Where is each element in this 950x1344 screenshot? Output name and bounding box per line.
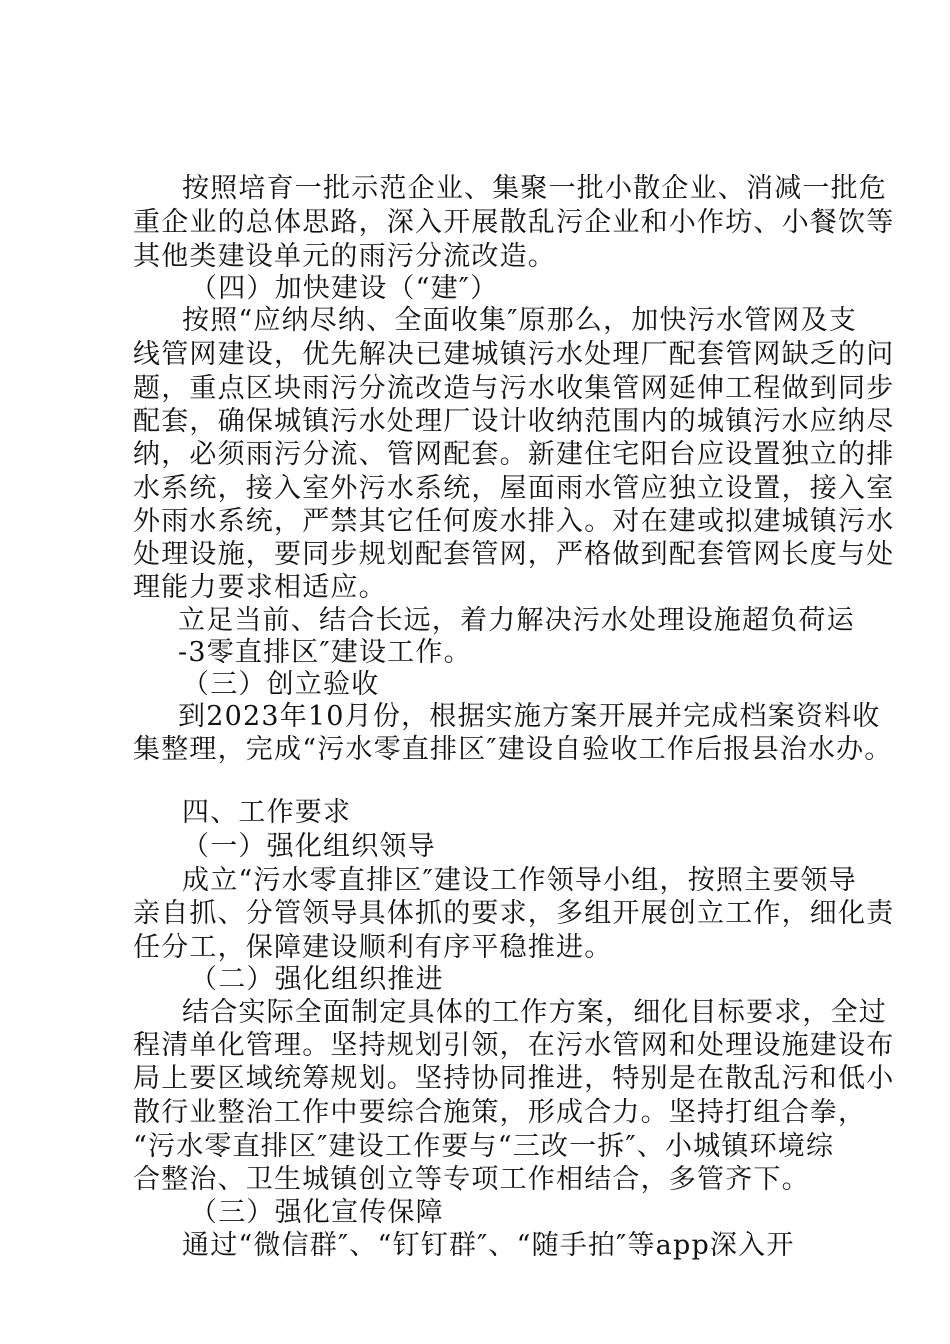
paragraph-line: 配套，确保城镇污水处理厂设计收纳范围内的城镇污水应纳尽 [133, 406, 895, 437]
paragraph-line: 立足当前、结合长远，着力解决污水处理设施超负荷运 [178, 605, 855, 636]
paragraph-line: 纳，必须雨污分流、管网配套。新建住宅阳台应设置独立的排 [133, 439, 895, 470]
paragraph-line: “污水零直排区″建设工作要与“三改一拆″、小城镇环境综 [133, 1131, 835, 1162]
paragraph-line: -3零直排区″建设工作。 [178, 637, 472, 668]
paragraph-line: 外雨水系统，严禁其它任何废水排入。对在建或拟建城镇污水 [133, 506, 895, 537]
paragraph-line: 重企业的总体思路，深入开展散乱污企业和小作坊、小餐饮等 [133, 207, 895, 238]
paragraph-line: 成立“污水零直排区″建设工作领导小组，按照主要领导 [182, 865, 857, 896]
paragraph-line: 处理设施，要同步规划配套管网，严格做到配套管网长度与处 [133, 539, 895, 570]
paragraph-line: 合整治、卫生城镇创立等专项工作相结合，多管齐下。 [133, 1164, 810, 1195]
paragraph-line: 散行业整治工作中要综合施策，形成合力。坚持打组合拳， [133, 1097, 867, 1128]
paragraph-line: 水系统，接入室外污水系统，屋面雨水管应独立设置，接入室 [133, 473, 895, 504]
paragraph-line: 理能力要求相适应。 [133, 572, 387, 603]
paragraph-line: 到2023年10月份，根据实施方案开展并完成档案资料收 [178, 701, 881, 732]
section-heading: （三）创立验收 [182, 669, 380, 700]
paragraph-line: 按照“应纳尽纳、全面收集″原那么，加快污水管网及支 [182, 305, 857, 336]
section-heading: （一）强化组织领导 [182, 831, 436, 862]
paragraph-line: 通过“微信群″、“钉钉群″、“随手拍″等app深入开 [182, 1230, 795, 1261]
paragraph-line: 结合实际全面制定具体的工作方案，细化目标要求，全过 [182, 997, 887, 1028]
paragraph-line: 亲自抓、分管领导具体抓的要求，多组开展创立工作，细化责 [133, 898, 895, 929]
paragraph-line: 线管网建设，优先解决已建城镇污水处理厂配套管网缺乏的问 [133, 339, 895, 370]
paragraph-line: 题，重点区块雨污分流改造与污水收集管网延伸工程做到同步 [133, 373, 895, 404]
section-heading: （四）加快建设（“建″） [190, 273, 499, 304]
section-heading: （三）强化宣传保障 [190, 1197, 444, 1228]
chapter-heading: 四、工作要求 [182, 797, 352, 828]
section-heading: （二）强化组织推进 [190, 964, 444, 995]
paragraph-line: 程清单化管理。坚持规划引领，在污水管网和处理设施建设布 [133, 1030, 895, 1061]
paragraph-line: 局上要区域统筹规划。坚持协同推进，特别是在散乱污和低小 [133, 1063, 895, 1094]
paragraph-line: 集整理，完成“污水零直排区″建设自验收工作后报县治水办。 [133, 734, 893, 765]
paragraph-line: 任分工，保障建设顺利有序平稳推进。 [133, 932, 613, 963]
paragraph-line: 其他类建设单元的雨污分流改造。 [133, 241, 556, 272]
paragraph-line: 按照培育一批示范企业、集聚一批小散企业、消减一批危 [182, 173, 887, 204]
